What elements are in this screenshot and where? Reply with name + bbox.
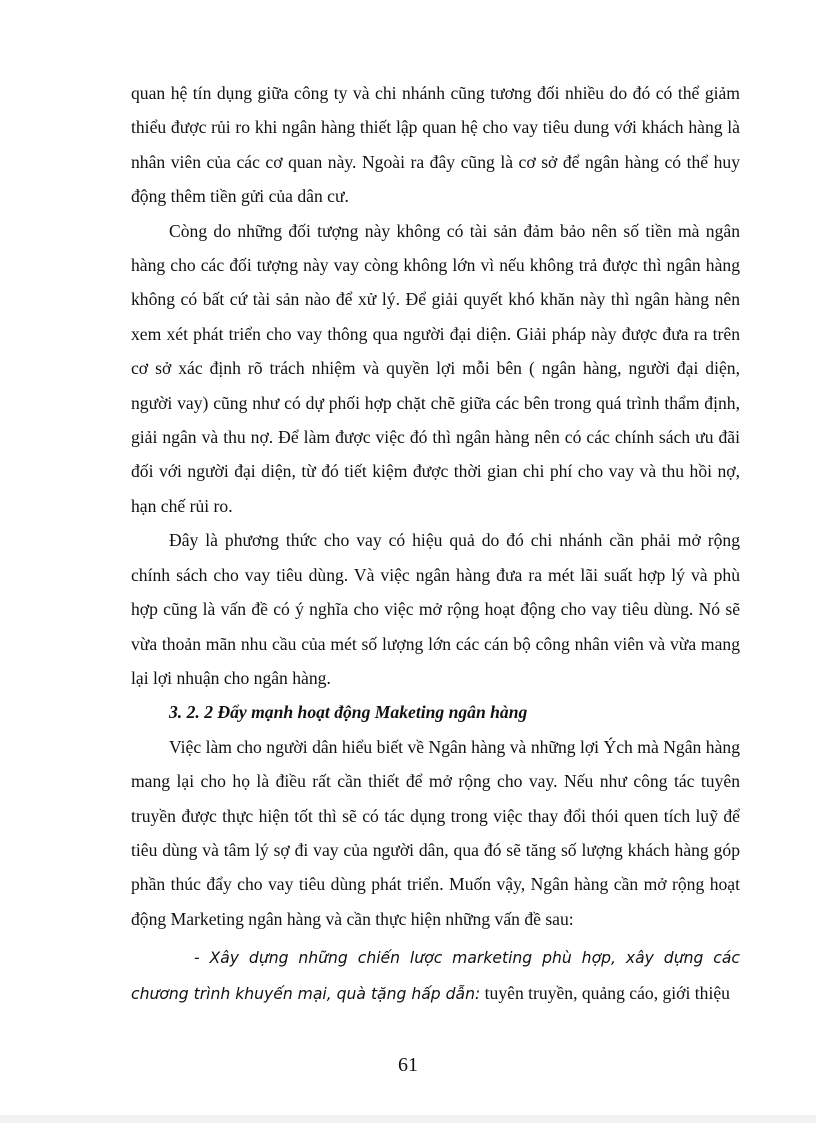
- paragraph: Đây là phương thức cho vay có hiệu quả do đó chi nhánh cần phải mở rộng chính sách cho vay tiêu dùng. Và việc ngân hàng đưa ra mét lãi suất hợp lý và phù hợp cũng là vấn đề có ý nghĩa cho việc mở rộng hoạt động cho vay tiêu dùng. Nó sẽ vừa thoản mãn nhu cầu của mét số lượng lớn các cán bộ công nhân viên và vừa mang lại lợi nhuận cho ngân hàng.: [131, 530, 740, 688]
- bullet-item: [131, 936, 740, 1011]
- section-heading: 3. 2. 2 Đẩy mạnh hoạt động Maketing ngân hàng: [169, 702, 528, 723]
- body-text: [131, 76, 740, 1011]
- page-bottom-edge: [0, 1115, 816, 1123]
- paragraph-continued: quan hệ tín dụng giữa công ty và chi nhánh cũng tương đối nhiều do đó có thể giảm thiểu được rủi ro khi ngân hàng thiết lập quan hệ cho vay tiêu dung với khách hàng là nhân viên của các cơ quan này. Ngoài ra đây cũng là cơ sở để ngân hàng có thể huy động thêm tiền gửi của dân cư.: [131, 83, 740, 207]
- bullet-plain-text: tuyên truyền, quảng cáo, giới thiệu: [480, 982, 730, 1003]
- bullet-italic-text: - Xây dựng những chiến lược marketing phù hợp, xây dựng các chương trình khuyến mại, quà tặng hấp dẫn:: [131, 949, 740, 1003]
- paragraph: Còng do những đối tượng này không có tài sản đảm bảo nên số tiền mà ngân hàng cho các đối tượng này vay còng không lớn vì nếu không trả được thì ngân hàng không có bất cứ tài sản nào để xử lý. Để giải quyết khó khăn này thì ngân hàng nên xem xét phát triển cho vay thông qua người đại diện. Giải pháp này được đưa ra trên cơ sở xác định rõ trách nhiệm và quyền lợi mỗi bên ( ngân hàng, người đại diện, người vay) cũng như có dự phối hợp chặt chẽ giữa các bên trong quá trình thẩm định, giải ngân và thu nợ. Để làm được việc đó thì ngân hàng nên có các chính sách ưu đãi đối với người đại diện, từ đó tiết kiệm được thời gian chi phí cho vay và thu hồi nợ, hạn chế rủi ro.: [131, 220, 740, 516]
- page-number: 61: [398, 1054, 418, 1076]
- section-paragraph: Việc làm cho người dân hiểu biết về Ngân hàng và những lợi Ých mà Ngân hàng mang lại cho họ là điều rất cần thiết để mở rộng cho vay. Nếu như công tác tuyên truyền được thực hiện tốt thì sẽ có tác dụng trong việc thay đổi thói quen tích luỹ để tiêu dùng và tâm lý sợ đi vay của người dân, qua đó sẽ tăng số lượng khách hàng góp phần thúc đẩy cho vay tiêu dùng phát triển. Muốn vậy, Ngân hàng cần mở rộng hoạt động Marketing ngân hàng và cần thực hiện những vấn đề sau:: [131, 736, 740, 929]
